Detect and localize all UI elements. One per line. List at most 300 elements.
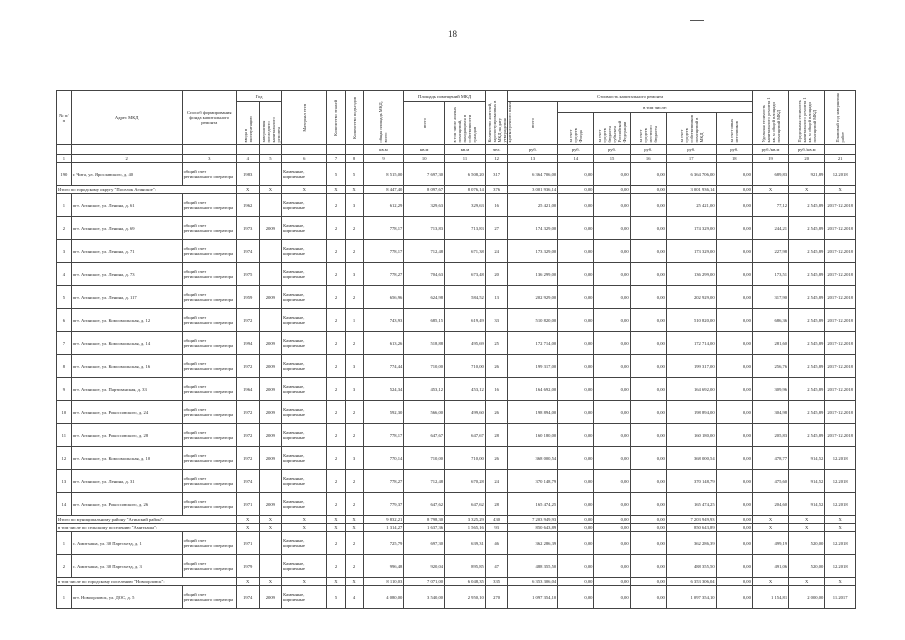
table-cell: 227,98 <box>752 240 788 263</box>
table-cell: 0,00 <box>716 516 752 524</box>
table-cell: 0,00 <box>630 493 666 516</box>
table-cell: 164 692,00 <box>666 378 716 401</box>
table-cell: 0,00 <box>716 194 752 217</box>
table-cell: 4 <box>345 586 363 609</box>
table-cell: 1972 <box>236 401 259 424</box>
column-number-cell: 21 <box>825 155 856 163</box>
table-cell: 518,88 <box>404 332 445 355</box>
table-cell: Каменные, кирпичные <box>282 309 327 332</box>
table-cell: 2017-12.2018 <box>825 424 856 447</box>
table-cell: 2 545,89 <box>789 217 825 240</box>
table-cell: 1 565,16 <box>445 524 486 532</box>
table-cell: Каменные, кирпичные <box>282 378 327 401</box>
table-cell: X <box>259 186 282 194</box>
table-cell: 6 353 306,04 <box>508 578 558 586</box>
table-cell: X <box>825 186 856 194</box>
table-cell: 3 <box>345 378 363 401</box>
subtotal-row <box>57 186 856 194</box>
table-cell: 0,00 <box>558 194 594 217</box>
header-cost-group: Стоимость капитального ремонта <box>508 91 752 102</box>
table-cell: Каменные, кирпичные <box>282 240 327 263</box>
table-cell: 317,90 <box>752 286 788 309</box>
table-cell: 329,63 <box>404 194 445 217</box>
table-cell: 25 421,00 <box>508 194 558 217</box>
table-cell: 173 329,00 <box>666 240 716 263</box>
table-cell: Каменные, кирпичные <box>282 424 327 447</box>
table-cell: 3 325,29 <box>445 516 486 524</box>
page-number: 18 <box>448 29 457 39</box>
table-cell: 12.2018 <box>825 555 856 578</box>
table-cell: 317 <box>485 163 508 186</box>
table-cell: 0,00 <box>716 263 752 286</box>
table-cell: 0,00 <box>594 186 630 194</box>
header-fund-region: за счет средств бюджета субъекта Российской Федерации <box>594 113 630 145</box>
unit-cell: руб. <box>508 145 558 155</box>
table-cell: 710,00 <box>445 355 486 378</box>
table-cell: 1975 <box>236 263 259 286</box>
table-cell: 778,17 <box>363 217 404 240</box>
table-cell: Каменные, кирпичные <box>282 447 327 470</box>
table-cell: 0,00 <box>716 470 752 493</box>
header-fund-fed: за счет средств Фонда <box>558 113 594 145</box>
unit-cell: руб./кв.м <box>752 145 788 155</box>
table-cell: 93 <box>485 524 508 532</box>
table-cell: 2 <box>327 532 345 555</box>
subtotal-row <box>57 524 856 532</box>
table-cell: 6 364 706,00 <box>666 163 716 186</box>
table-cell: 2 <box>57 555 72 578</box>
table-cell: пгт. Агинское, ул. Ленина, д. 73 <box>71 263 182 286</box>
column-number-cell: 4 <box>236 155 259 163</box>
table-cell: 7 203 949,93 <box>508 516 558 524</box>
header-fund-local: за счет средств местного бюджета <box>630 113 666 145</box>
table-cell: 6 048,35 <box>445 578 486 586</box>
table-cell: 0,00 <box>630 309 666 332</box>
table-cell: Каменные, кирпичные <box>282 401 327 424</box>
table-cell: 2 545,89 <box>789 401 825 424</box>
table-cell: X <box>236 186 259 194</box>
table-cell: 6 364 706,00 <box>508 163 558 186</box>
table-cell: 5 <box>345 163 363 186</box>
table-cell: 2 <box>327 555 345 578</box>
table-cell: 0,00 <box>594 194 630 217</box>
subtotal-row <box>57 516 856 524</box>
table-cell: 0,00 <box>630 263 666 286</box>
table-cell: 3 <box>345 194 363 217</box>
table-cell: 5 <box>327 586 345 609</box>
table-cell: 6 <box>57 309 72 332</box>
table-cell: 2 <box>345 532 363 555</box>
header-year-group: Год <box>236 91 281 102</box>
column-number-cell: 6 <box>282 155 327 163</box>
table-cell: 173,51 <box>752 263 788 286</box>
unit-cell <box>327 145 345 155</box>
unit-cell <box>282 145 327 155</box>
table-cell: X <box>259 524 282 532</box>
table-cell: 0,00 <box>630 240 666 263</box>
table-cell: X <box>789 186 825 194</box>
table-cell: 2 <box>345 217 363 240</box>
table-cell: Каменные, кирпичные <box>282 194 327 217</box>
table-cell: 24 <box>485 240 508 263</box>
table-row <box>57 217 856 240</box>
table-cell: 491,06 <box>752 555 788 578</box>
table-cell: 850 643,89 <box>666 524 716 532</box>
table-cell: 7 203 949,93 <box>666 516 716 524</box>
table-cell: 26 <box>485 401 508 424</box>
table-cell: общий счет регионального оператора <box>182 378 236 401</box>
table-cell: 6 353 306,04 <box>666 578 716 586</box>
table-cell: 1 <box>57 532 72 555</box>
table-cell: 164 692,00 <box>508 378 558 401</box>
header-address: Адрес МКД <box>71 91 182 145</box>
table-cell: 0,00 <box>716 424 752 447</box>
table-cell: 2 <box>57 217 72 240</box>
table-cell: 1 <box>57 194 72 217</box>
table-cell: 673,48 <box>445 263 486 286</box>
table-cell: 309,96 <box>752 378 788 401</box>
table-cell: 914,52 <box>789 447 825 470</box>
table-cell: 12.2018 <box>825 493 856 516</box>
table-cell: 779,37 <box>363 493 404 516</box>
table-cell: 136 299,00 <box>508 263 558 286</box>
table-cell <box>259 194 282 217</box>
unit-cell: кв.м <box>404 145 445 155</box>
table-cell: 2017-12.2018 <box>825 378 856 401</box>
header-num: № п/п <box>57 91 72 145</box>
header-year-built: ввода в эксплуатацию <box>236 102 259 145</box>
table-cell: X <box>236 516 259 524</box>
table-cell: 13 <box>57 470 72 493</box>
table-cell: 174 329,00 <box>508 217 558 240</box>
table-cell: общий счет регионального оператора <box>182 532 236 555</box>
table-row <box>57 447 856 470</box>
table-cell: 0,00 <box>716 378 752 401</box>
table-cell: 4 080,00 <box>363 586 404 609</box>
capital-repair-table <box>56 90 856 609</box>
table-cell: 3 <box>345 447 363 470</box>
table-cell: общий счет регионального оператора <box>182 163 236 186</box>
table-cell: 3 540,00 <box>404 586 445 609</box>
table-cell: 0,00 <box>594 240 630 263</box>
table-cell: пгт. Агинское, ул. Ленина, д. 61 <box>71 194 182 217</box>
table-cell: 2009 <box>259 424 282 447</box>
table-row <box>57 163 856 186</box>
table-cell: 2 <box>327 309 345 332</box>
table-cell: 0,00 <box>716 355 752 378</box>
table-cell: 11.2017 <box>825 586 856 609</box>
table-cell: Каменные, кирпичные <box>282 470 327 493</box>
header-max-cost: Предельная стоимость капитального ремонта 1 кв. м общей площади помещений МКД <box>789 91 825 145</box>
column-number-cell: 14 <box>558 155 594 163</box>
table-cell: 0,00 <box>558 524 594 532</box>
table-cell: 0,00 <box>594 309 630 332</box>
table-cell: X <box>752 578 788 586</box>
table-cell: 0,00 <box>716 332 752 355</box>
table-cell: 5 <box>57 286 72 309</box>
table-cell: 0,00 <box>594 532 630 555</box>
table-cell: 2 <box>327 240 345 263</box>
table-cell: 647,67 <box>445 424 486 447</box>
table-cell: 0,00 <box>630 332 666 355</box>
table-cell: 612,29 <box>363 194 404 217</box>
table-cell: 8 076,14 <box>445 186 486 194</box>
column-number-cell: 7 <box>327 155 345 163</box>
unit-cell: руб./кв.м <box>789 145 825 155</box>
table-cell: 0,00 <box>594 555 630 578</box>
table-cell: X <box>825 524 856 532</box>
table-cell: общий счет регионального оператора <box>182 447 236 470</box>
header-deadline: Плановый год завершения работ <box>825 91 856 145</box>
table-cell: 0,00 <box>558 424 594 447</box>
table-cell: 204,60 <box>752 493 788 516</box>
table-cell: 3 <box>345 263 363 286</box>
table-cell: 710,00 <box>404 447 445 470</box>
table-cell: 704,63 <box>404 263 445 286</box>
table-cell: 613,26 <box>363 332 404 355</box>
table-cell: 1962 <box>236 194 259 217</box>
header-fund-owners: за счет средств собственников помещений в МКД <box>666 113 716 145</box>
column-number-cell: 11 <box>445 155 486 163</box>
table-cell: 0,00 <box>558 309 594 332</box>
table-cell: 0,00 <box>594 470 630 493</box>
table-cell: 0,00 <box>594 163 630 186</box>
table-cell: пгт. Агинское, ул. Комсомольская, д. 16 <box>71 355 182 378</box>
table-cell: 0,00 <box>630 470 666 493</box>
unit-cell: руб. <box>594 145 630 155</box>
table-cell: 0,00 <box>558 332 594 355</box>
table-cell: пгт. Агинское, ул. Рокоссовского, д. 26 <box>71 493 182 516</box>
column-number-cell: 20 <box>789 155 825 163</box>
table-cell: 2 545,89 <box>789 286 825 309</box>
table-cell: 1 <box>57 586 72 609</box>
table-cell: Каменные, кирпичные <box>282 217 327 240</box>
table-cell: 0,00 <box>630 163 666 186</box>
unit-cell: кв.м <box>445 145 486 155</box>
table-cell: 2 545,89 <box>789 194 825 217</box>
table-cell: X <box>327 578 345 586</box>
table-cell: 2 <box>327 263 345 286</box>
table-cell: 499,19 <box>752 532 788 555</box>
table-cell: 202 929,00 <box>508 286 558 309</box>
column-number-cell: 5 <box>259 155 282 163</box>
table-cell: 2009 <box>259 286 282 309</box>
column-number-cell: 2 <box>71 155 182 163</box>
table-cell: 2017-12.2018 <box>825 355 856 378</box>
table-cell: 478,77 <box>752 447 788 470</box>
table-cell: 7 071,00 <box>404 578 445 586</box>
table-cell: общий счет регионального оператора <box>182 424 236 447</box>
table-cell: 1 097 354,10 <box>666 586 716 609</box>
table-cell: 2 <box>345 424 363 447</box>
table-cell: 368 000,54 <box>666 447 716 470</box>
table-cell: 2009 <box>259 401 282 424</box>
column-number-cell: 16 <box>630 155 666 163</box>
table-row <box>57 424 856 447</box>
table-cell: 0,00 <box>630 217 666 240</box>
table-cell: X <box>236 524 259 532</box>
table-cell: 0,00 <box>558 355 594 378</box>
unit-cell <box>57 145 72 155</box>
table-cell: пгт. Агинское, ул. Рокоссовского, д. 28 <box>71 424 182 447</box>
table-cell: 4 <box>57 263 72 286</box>
table-cell: общий счет регионального оператора <box>182 586 236 609</box>
table-cell: 430 <box>485 516 508 524</box>
table-cell: Каменные, кирпичные <box>282 163 327 186</box>
table-cell: 202 929,00 <box>666 286 716 309</box>
table-cell: 304,98 <box>752 401 788 424</box>
table-cell: 2009 <box>259 586 282 609</box>
table-cell: 1 <box>345 309 363 332</box>
table-cell: 584,52 <box>445 286 486 309</box>
table-cell: 16 <box>485 194 508 217</box>
column-number-cell: 9 <box>363 155 404 163</box>
table-cell: 778,27 <box>363 470 404 493</box>
table-cell: 921,89 <box>789 163 825 186</box>
table-cell: 0,00 <box>558 378 594 401</box>
table-cell: 2009 <box>259 217 282 240</box>
table-row <box>57 470 856 493</box>
column-number-cell: 17 <box>666 155 716 163</box>
table-cell: X <box>752 524 788 532</box>
table-cell: 2009 <box>259 332 282 355</box>
header-walls: Материал стен <box>282 91 327 145</box>
table-cell: 0,00 <box>716 286 752 309</box>
header-area-resid: в том числе жилых помещений, находящихся в собственности граждан <box>445 102 486 145</box>
table-cell: пгт. Агинское, ул. Партизанская, д. 33 <box>71 378 182 401</box>
table-cell: 0,00 <box>716 493 752 516</box>
table-cell: X <box>825 578 856 586</box>
table-cell: 0,00 <box>594 516 630 524</box>
table-cell: 0,00 <box>630 532 666 555</box>
table-row <box>57 263 856 286</box>
table-cell: 190 <box>57 163 72 186</box>
table-cell: 5 <box>327 163 345 186</box>
table-cell: 0,00 <box>630 378 666 401</box>
table-cell: 2017-12.2018 <box>825 240 856 263</box>
table-cell: 619,49 <box>445 309 486 332</box>
table-cell: 1972 <box>236 309 259 332</box>
table-cell: 2 545,89 <box>789 424 825 447</box>
table-cell: с. Амитхаша, ул. 30 Партсъезд, д. 3 <box>71 555 182 578</box>
table-cell: с. Амитхаша, ул. 30 Партсъезд, д. 1 <box>71 532 182 555</box>
table-cell: 0,00 <box>594 578 630 586</box>
table-cell: 495,69 <box>445 332 486 355</box>
table-cell: 26 <box>485 355 508 378</box>
table-cell: пгт. Агинское, ул. Ленина, д. 71 <box>71 240 182 263</box>
table-cell: пгт. Агинское, ул. Ленина, д. 69 <box>71 217 182 240</box>
table-cell: 712,48 <box>404 470 445 493</box>
table-cell: 0,00 <box>558 516 594 524</box>
table-cell: 1971 <box>236 532 259 555</box>
table-cell: 172 714,00 <box>508 332 558 355</box>
table-cell: 0,00 <box>630 286 666 309</box>
table-cell: 172 714,00 <box>666 332 716 355</box>
table-cell: 592,30 <box>363 401 404 424</box>
header-floors: Количество этажей <box>327 91 345 145</box>
table-cell: 0,00 <box>716 240 752 263</box>
table-cell: 2 545,89 <box>789 240 825 263</box>
table-cell: 3 <box>57 240 72 263</box>
table-cell: 47 <box>485 555 508 578</box>
table-cell: 0,00 <box>630 578 666 586</box>
table-cell: 453,12 <box>404 378 445 401</box>
table-row <box>57 401 856 424</box>
table-cell: 165 474,25 <box>666 493 716 516</box>
table-cell: общий счет регионального оператора <box>182 493 236 516</box>
header-total-area: общая площадь МКД, всего <box>363 91 404 145</box>
table-cell: X <box>752 516 788 524</box>
header-fund-other: за счет иных источников <box>716 113 752 145</box>
table-cell: 1983 <box>236 163 259 186</box>
table-cell: 499,60 <box>445 401 486 424</box>
table-cell: 2009 <box>259 355 282 378</box>
table-cell: 670,28 <box>445 470 486 493</box>
table-cell: X <box>327 524 345 532</box>
unit-cell: руб. <box>630 145 666 155</box>
table-cell: 2 <box>327 332 345 355</box>
table-cell: X <box>825 516 856 524</box>
table-cell: 2 <box>345 286 363 309</box>
table-cell: 0,00 <box>716 217 752 240</box>
table-cell: 2017-12.2018 <box>825 401 856 424</box>
table-cell: 2 <box>327 493 345 516</box>
table-cell: 12.2018 <box>825 447 856 470</box>
table-cell: 2 <box>327 217 345 240</box>
table-cell: 0,00 <box>630 555 666 578</box>
table-cell: 198 894,00 <box>666 401 716 424</box>
table-cell: 475,60 <box>752 470 788 493</box>
table-cell: X <box>789 524 825 532</box>
table-cell: 7 <box>57 332 72 355</box>
table-cell: 244,21 <box>752 217 788 240</box>
header-area-all: всего <box>404 102 445 145</box>
table-cell: 27 <box>485 217 508 240</box>
table-cell: X <box>345 186 363 194</box>
table-cell: 712,48 <box>404 240 445 263</box>
table-cell: 8 097,67 <box>404 186 445 194</box>
table-cell: 0,00 <box>558 401 594 424</box>
table-row <box>57 378 856 401</box>
table-cell: 6 508,20 <box>445 163 486 186</box>
table-cell: 8 447,40 <box>363 186 404 194</box>
table-cell: 0,00 <box>558 186 594 194</box>
table-cell: 7 697,30 <box>404 163 445 186</box>
column-number-cell: 18 <box>716 155 752 163</box>
table-cell: X <box>282 578 327 586</box>
table-cell: 26 <box>485 447 508 470</box>
unit-cell: руб. <box>716 145 752 155</box>
subtotal-label: Итого по муниципальному району "Агинский район": <box>57 516 237 524</box>
table-cell: 0,00 <box>594 401 630 424</box>
table-cell <box>259 532 282 555</box>
table-cell: 165 474,25 <box>508 493 558 516</box>
unit-cell: руб. <box>558 145 594 155</box>
subtotal-label: в том числе по городскому поселению "Новоорловск": <box>57 578 237 586</box>
table-cell: 647,62 <box>404 493 445 516</box>
table-cell: 778,27 <box>363 263 404 286</box>
table-cell: 510 820,00 <box>508 309 558 332</box>
table-cell: 770,14 <box>363 447 404 470</box>
table-cell: 0,00 <box>558 240 594 263</box>
table-cell: X <box>345 524 363 532</box>
table-cell: 1972 <box>236 447 259 470</box>
table-cell: 0,00 <box>558 286 594 309</box>
table-cell: 12.2018 <box>825 532 856 555</box>
table-cell: 270 <box>485 586 508 609</box>
table-row <box>57 355 856 378</box>
header-fund-method: Способ формирования фонда капитального ремонта <box>182 91 236 145</box>
